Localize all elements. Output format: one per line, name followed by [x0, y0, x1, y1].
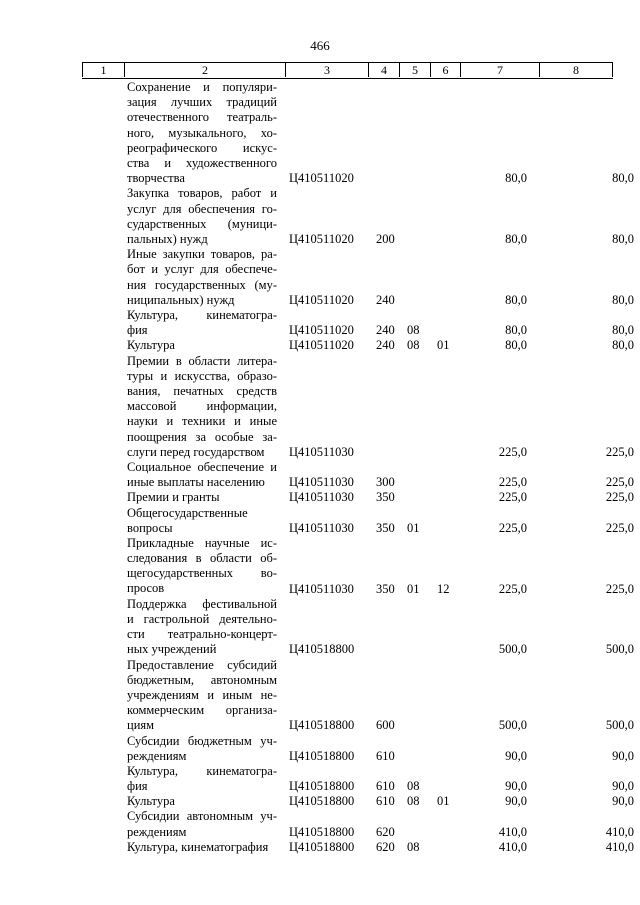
table-row — [0, 247, 640, 308]
row-sum-col8: 225,0 — [605, 475, 634, 490]
row-description — [127, 460, 277, 490]
description-line: вопросы — [127, 520, 173, 535]
row-sum-col7: 80,0 — [505, 338, 527, 353]
row-sum-col7: 225,0 — [498, 475, 527, 490]
row-description — [127, 308, 277, 338]
row-description — [127, 490, 277, 505]
description-line: науки и техники и иные — [127, 414, 277, 429]
description-line: иные выплаты населению — [127, 475, 265, 490]
description-line: реждениям — [127, 748, 187, 763]
row-sum-col8: 410,0 — [605, 839, 634, 854]
row-description — [127, 734, 277, 764]
row-sum-col7: 225,0 — [498, 581, 527, 596]
row-sum-col7: 225,0 — [498, 520, 527, 535]
row-expense-type: 350 — [376, 490, 395, 505]
table-row — [0, 354, 640, 460]
row-sum-col8: 80,0 — [612, 231, 634, 246]
row-sum-col7: 80,0 — [505, 292, 527, 307]
row-code: Ц410511020 — [289, 292, 354, 307]
row-sum-col8: 90,0 — [612, 794, 634, 809]
row-sum-col7: 410,0 — [498, 824, 527, 839]
row-sum-col7: 410,0 — [498, 839, 527, 854]
row-sum-col8: 500,0 — [605, 642, 634, 657]
row-expense-type: 610 — [376, 779, 395, 794]
description-line: Культура — [127, 794, 175, 809]
row-sum-col7: 500,0 — [498, 718, 527, 733]
description-line: поощрения за особые за- — [127, 429, 277, 444]
row-sum-col7: 90,0 — [505, 794, 527, 809]
row-code: Ц410511020 — [289, 171, 354, 186]
row-description — [127, 764, 277, 794]
description-line: бюджетным, автономным — [127, 672, 277, 687]
row-sum-col7: 80,0 — [505, 171, 527, 186]
row-sum-col8: 225,0 — [605, 581, 634, 596]
table-row — [0, 490, 640, 505]
table-row — [0, 764, 640, 794]
row-sum-col8: 80,0 — [612, 171, 634, 186]
row-description — [127, 338, 277, 353]
table-row — [0, 658, 640, 734]
row-code: Ц410518800 — [289, 718, 355, 733]
description-line: туры и искусства, образо- — [127, 368, 277, 383]
table-row — [0, 80, 640, 186]
table-row — [0, 506, 640, 536]
row-description — [127, 354, 277, 460]
row-sum-col8: 225,0 — [605, 520, 634, 535]
row-expense-type: 610 — [376, 794, 395, 809]
row-sum-col8: 500,0 — [605, 718, 634, 733]
row-code: Ц410518800 — [289, 794, 355, 809]
description-line: щегосударственных во- — [127, 566, 277, 581]
description-line: коммерческим организа- — [127, 703, 277, 718]
description-line: реографического искус- — [127, 140, 277, 155]
table-row — [0, 308, 640, 338]
description-line: Иные закупки товаров, ра- — [127, 247, 277, 262]
description-line: ного, музыкального, хо- — [127, 125, 277, 140]
row-sum-col7: 225,0 — [498, 490, 527, 505]
row-description — [127, 80, 277, 186]
table-row — [0, 794, 640, 809]
table-row — [0, 186, 640, 247]
header-col-2: 2 — [124, 63, 285, 77]
description-line: ных учреждений — [127, 642, 217, 657]
row-code: Ц410518800 — [289, 824, 355, 839]
description-line: сти театрально-концерт- — [127, 627, 277, 642]
row-sum-col8: 410,0 — [605, 824, 634, 839]
row-sum-col7: 90,0 — [505, 779, 527, 794]
row-sum-col7: 225,0 — [498, 444, 527, 459]
description-line: циям — [127, 718, 155, 733]
description-line: и гастрольной деятельно- — [127, 611, 277, 626]
row-sum-col8: 80,0 — [612, 323, 634, 338]
row-code: Ц410511020 — [289, 231, 354, 246]
row-expense-type: 240 — [376, 292, 395, 307]
description-line: реждениям — [127, 824, 187, 839]
row-code: Ц410518800 — [289, 642, 355, 657]
table-row — [0, 338, 640, 353]
description-line: Культура, кинематография — [127, 839, 269, 854]
table-row — [0, 809, 640, 839]
description-line: Культура — [127, 338, 175, 353]
row-description — [127, 186, 277, 247]
table-header — [82, 62, 613, 79]
row-section: 01 — [407, 581, 420, 596]
row-section: 01 — [407, 520, 420, 535]
table-row — [0, 460, 640, 490]
row-section: 08 — [407, 338, 420, 353]
table-row — [0, 840, 640, 855]
description-line: Премии и гранты — [127, 490, 220, 505]
row-code: Ц410511030 — [289, 581, 354, 596]
table-body — [0, 80, 640, 855]
row-subsection: 12 — [437, 581, 450, 596]
description-line: ниципальных) нужд — [127, 292, 235, 307]
header-col-4: 4 — [368, 63, 399, 77]
row-section: 08 — [407, 323, 420, 338]
row-subsection: 01 — [437, 338, 450, 353]
description-line: Культура, кинематогра- — [127, 307, 277, 322]
row-sum-col7: 80,0 — [505, 231, 527, 246]
row-sum-col8: 225,0 — [605, 444, 634, 459]
row-section: 08 — [407, 794, 420, 809]
description-line: учреждениям и иным не- — [127, 687, 277, 702]
row-description — [127, 658, 277, 734]
row-section: 08 — [407, 779, 420, 794]
row-sum-col8: 80,0 — [612, 292, 634, 307]
description-line: Закупка товаров, работ и — [127, 186, 277, 201]
row-sum-col7: 80,0 — [505, 323, 527, 338]
description-line: отечественного театраль- — [127, 110, 277, 125]
row-code: Ц410511020 — [289, 323, 354, 338]
row-description — [127, 794, 277, 809]
row-sum-col8: 225,0 — [605, 490, 634, 505]
header-col-7: 7 — [460, 63, 539, 77]
row-description — [127, 809, 277, 839]
description-line: ства и художественного — [127, 155, 277, 170]
row-expense-type: 620 — [376, 839, 395, 854]
row-code: Ц410511030 — [289, 444, 354, 459]
row-code: Ц410518800 — [289, 839, 355, 854]
description-line: просов — [127, 581, 165, 596]
description-line: зация лучших традиций — [127, 95, 277, 110]
row-expense-type: 610 — [376, 748, 395, 763]
header-col-3: 3 — [285, 63, 368, 77]
description-line: Сохранение и популяри- — [127, 80, 277, 94]
row-code: Ц410511030 — [289, 475, 354, 490]
description-line: следования в области об- — [127, 551, 277, 566]
row-sum-col7: 90,0 — [505, 748, 527, 763]
description-line: фия — [127, 779, 148, 794]
row-sum-col8: 90,0 — [612, 748, 634, 763]
page-number: 466 — [310, 38, 330, 53]
row-expense-type: 200 — [376, 231, 395, 246]
description-line: фия — [127, 323, 148, 338]
row-expense-type: 620 — [376, 824, 395, 839]
row-subsection: 01 — [437, 794, 450, 809]
description-line: Прикладные научные ис- — [127, 535, 277, 550]
row-sum-col7: 500,0 — [498, 642, 527, 657]
row-expense-type: 240 — [376, 338, 395, 353]
description-line: бот и услуг для обеспече- — [127, 262, 277, 277]
description-line: вания, печатных средств — [127, 383, 277, 398]
row-description — [127, 840, 277, 855]
row-code: Ц410518800 — [289, 748, 355, 763]
description-line: Премии в области литера- — [127, 353, 277, 368]
row-description — [127, 536, 277, 597]
description-line: Культура, кинематогра- — [127, 763, 277, 778]
description-line: сударственных (муници- — [127, 216, 277, 231]
row-sum-col8: 80,0 — [612, 338, 634, 353]
row-expense-type: 240 — [376, 323, 395, 338]
row-expense-type: 350 — [376, 520, 395, 535]
description-line: ния государственных (му- — [127, 277, 277, 292]
description-line: Социальное обеспечение и — [127, 459, 277, 474]
table-row — [0, 734, 640, 764]
row-expense-type: 600 — [376, 718, 395, 733]
header-col-8: 8 — [539, 63, 613, 77]
header-col-1: 1 — [82, 63, 124, 77]
description-line: пальных) нужд — [127, 231, 208, 246]
row-description — [127, 506, 277, 536]
table-row — [0, 597, 640, 658]
row-description — [127, 597, 277, 658]
description-line: Общегосударственные — [127, 505, 248, 520]
row-code: Ц410511020 — [289, 338, 354, 353]
description-line: массовой информации, — [127, 399, 277, 414]
header-col-5: 5 — [399, 63, 430, 77]
row-sum-col8: 90,0 — [612, 779, 634, 794]
header-col-6: 6 — [430, 63, 460, 77]
description-line: Предоставление субсидий — [127, 657, 277, 672]
description-line: слуги перед государством — [127, 444, 265, 459]
row-code: Ц410511030 — [289, 520, 354, 535]
row-description — [127, 247, 277, 308]
description-line: Поддержка фестивальной — [127, 596, 277, 611]
table-row — [0, 536, 640, 597]
row-code: Ц410518800 — [289, 779, 355, 794]
description-line: услуг для обеспечения го- — [127, 201, 277, 216]
row-expense-type: 350 — [376, 581, 395, 596]
row-code: Ц410511030 — [289, 490, 354, 505]
row-section: 08 — [407, 839, 420, 854]
description-line: Субсидии бюджетным уч- — [127, 733, 277, 748]
row-expense-type: 300 — [376, 475, 395, 490]
description-line: Субсидии автономным уч- — [127, 809, 277, 824]
description-line: творчества — [127, 171, 185, 186]
